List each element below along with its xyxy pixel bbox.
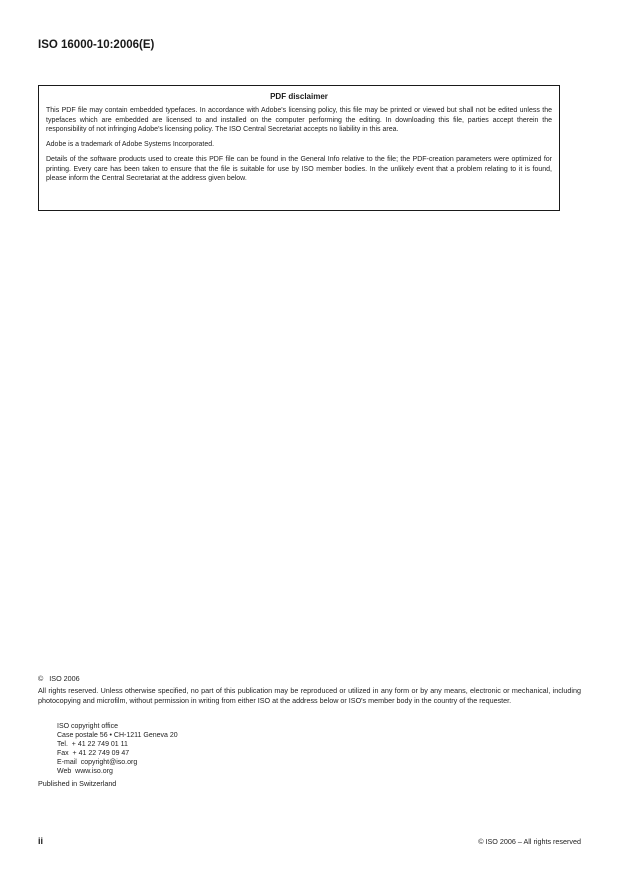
office-name-line: ISO copyright office: [57, 723, 118, 730]
disclaimer-paragraph-typefaces: This PDF file may contain embedded typefaces. In accordance with Adobe's licensing policy, this file may be printed or viewed but shall not be edited unless the typefaces which are embedded are licensed to and installed on the computer performing the editing. In downloading this file, parties accept therein the responsibility of not infringing Adobe's licensing policy. The ISO Central Secretariat accepts no liability in this area.: [46, 107, 552, 134]
disclaimer-paragraph-trademark: Adobe is a trademark of Adobe Systems Incorporated.: [46, 141, 215, 149]
office-tel-line: Tel. + 41 22 749 01 11: [57, 741, 128, 748]
iso-copyright-office-block: [57, 722, 178, 776]
disclaimer-paragraph-software: Details of the software products used to create this PDF file can be found in the General Info relative to the file; the PDF-creation parameters were optimized for printing. Every care has been taken to ensure that the file is suitable for use by ISO member bodies. In the unlikely event that a problem relating to it is found, please inform the Central Secretariat at the address given below.: [46, 155, 552, 183]
footer-copyright: © ISO 2006 – All rights reserved: [478, 837, 581, 846]
disclaimer-title: PDF disclaimer: [270, 92, 328, 101]
office-web-line: Web www.iso.org: [57, 768, 113, 775]
document-reference-header: ISO 16000-10:2006(E): [38, 39, 155, 51]
office-email-line: E-mail copyright@iso.org: [57, 759, 138, 766]
office-fax-line: Fax + 41 22 749 09 47: [57, 750, 130, 757]
pdf-disclaimer-box: [38, 85, 560, 211]
office-address-line: Case postale 56 • CH-1211 Geneva 20: [57, 732, 178, 739]
published-in-switzerland: Published in Switzerland: [38, 779, 117, 788]
page-footer: [38, 836, 581, 846]
copyright-notice: © ISO 2006: [38, 674, 80, 683]
page-number: ii: [38, 836, 44, 846]
rights-reserved-paragraph: All rights reserved. Unless otherwise specified, no part of this publication may be reproduced or utilized in any form or by any means, electronic or mechanical, including photocopying and microfilm, without permission in writing from either ISO at the address below or ISO's member body in the country of the requester.: [38, 686, 581, 705]
